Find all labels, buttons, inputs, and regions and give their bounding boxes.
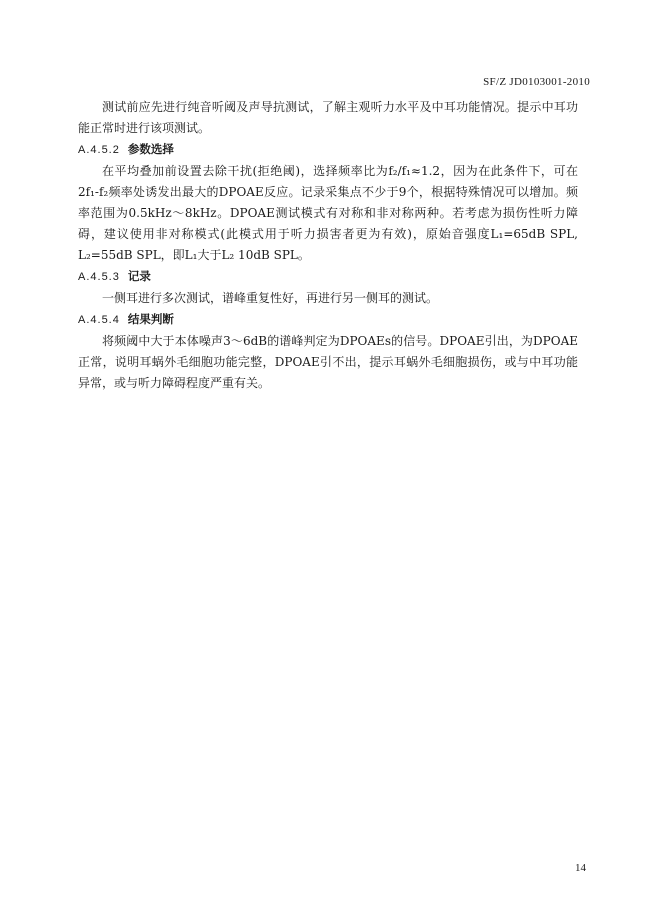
section-title: 结果判断 (127, 312, 174, 326)
section-heading-result (78, 309, 578, 331)
section-heading-record (78, 266, 578, 288)
section-number: A.4.5.3 (78, 271, 120, 283)
section-heading-parameters (78, 139, 578, 161)
body-text (78, 97, 578, 394)
document-code-header: SF/Z JD0103001-2010 (483, 76, 590, 88)
paragraph-intro: 测试前应先进行纯音听阈及声导抗测试，了解主观听力水平及中耳功能情况。提示中耳功能正常时进行该项测试。 (78, 100, 578, 135)
page-number: 14 (575, 862, 586, 874)
section-title: 记录 (127, 269, 151, 283)
section-title: 参数选择 (127, 142, 174, 156)
paragraph-record: 一侧耳进行多次测试，谱峰重复性好，再进行另一侧耳的测试。 (102, 291, 439, 305)
section-number: A.4.5.4 (78, 314, 120, 326)
section-number: A.4.5.2 (78, 144, 120, 156)
paragraph-result: 将频阈中大于本体噪声3～6dB的谱峰判定为DPOAEs的信号。DPOAE引出，为DPOAE正常，说明耳蜗外毛细胞功能完整，DPOAE引不出，提示耳蜗外毛细胞损伤，或与中耳功能异常，或与听力障碍程度严重有关。 (78, 334, 578, 390)
paragraph-parameters: 在平均叠加前设置去除干扰(拒绝阈)，选择频率比为f₂/f₁≈1.2，因为在此条件下，可在2f₁-f₂频率处诱发出最大的DPOAE反应。记录采集点不少于9个，根据特殊情况可以增加。频率范围为0.5kHz～8kHz。DPOAE测试模式有对称和非对称两种。若考虑为损伤性听力障碍，建议使用非对称模式(此模式用于听力损害者更为有效)，原始音强度L₁=65dB SPL, L₂=55dB SPL，即L₁大于L₂ 10dB SPL。 (78, 164, 578, 262)
